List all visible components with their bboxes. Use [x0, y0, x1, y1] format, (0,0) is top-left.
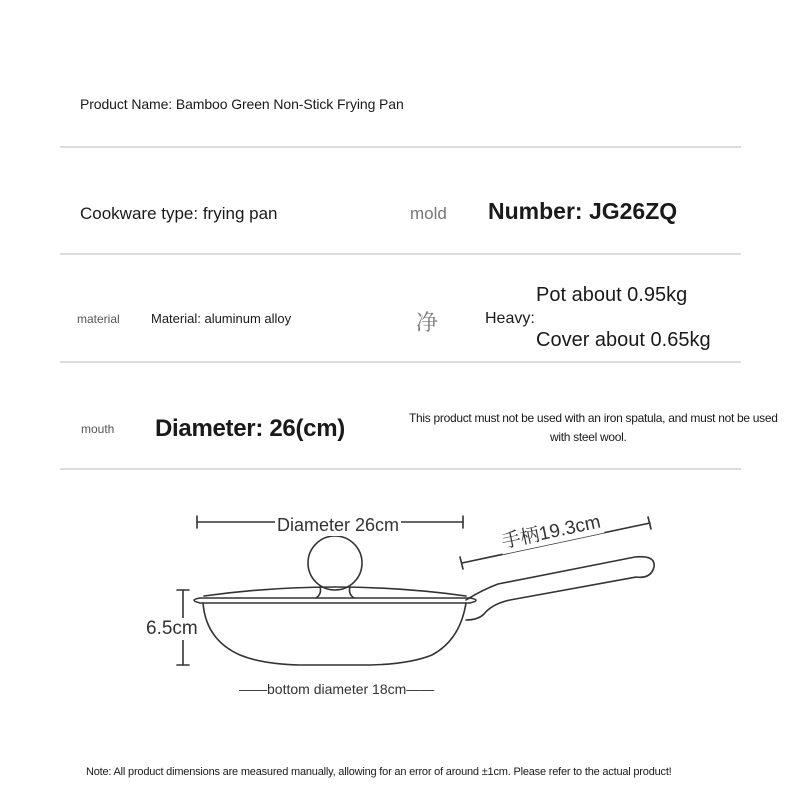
pan-handle	[466, 557, 654, 620]
divider	[60, 361, 741, 363]
divider	[60, 253, 741, 255]
diameter-spec: Diameter: 26(cm)	[155, 415, 345, 442]
material-value: Material: aluminum alloy	[151, 311, 292, 326]
divider	[60, 468, 741, 470]
product-name: Product Name: Bamboo Green Non-Stick Frying Pan	[80, 96, 404, 112]
pot-weight: Pot about 0.95kg	[536, 284, 688, 306]
lid-knob-stem	[316, 587, 354, 598]
material-tag: material	[77, 312, 120, 326]
measurement-note: Note: All product dimensions are measured manually, allowing for an error of around ±1cm. Please refer to the actual product!	[86, 766, 672, 778]
diameter-label: Diameter 26cm	[277, 515, 400, 535]
height-label: 6.5cm	[146, 618, 198, 639]
mouth-tag: mouth	[81, 422, 115, 436]
cover-weight: Cover about 0.65kg	[536, 329, 711, 351]
warning-line-2: with steel wool.	[550, 430, 627, 444]
warning-line-1: This product must not be used with an iron spatula, and must not be used	[409, 411, 778, 425]
pan-rim	[194, 598, 476, 603]
bottom-diameter-label: ——bottom diameter 18cm——	[239, 681, 435, 697]
pan-body	[203, 603, 466, 665]
handle-length-label: 手柄19.3cm	[497, 506, 605, 554]
cookware-type: Cookware type: frying pan	[80, 204, 278, 223]
heavy-label: Heavy:	[485, 310, 535, 327]
divider	[60, 146, 741, 148]
mold-label: mold	[410, 204, 447, 223]
mold-number: Number: JG26ZQ	[488, 198, 678, 224]
pan-lid	[204, 587, 466, 596]
net-weight-char: 净	[416, 310, 439, 335]
lid-knob	[308, 536, 362, 590]
